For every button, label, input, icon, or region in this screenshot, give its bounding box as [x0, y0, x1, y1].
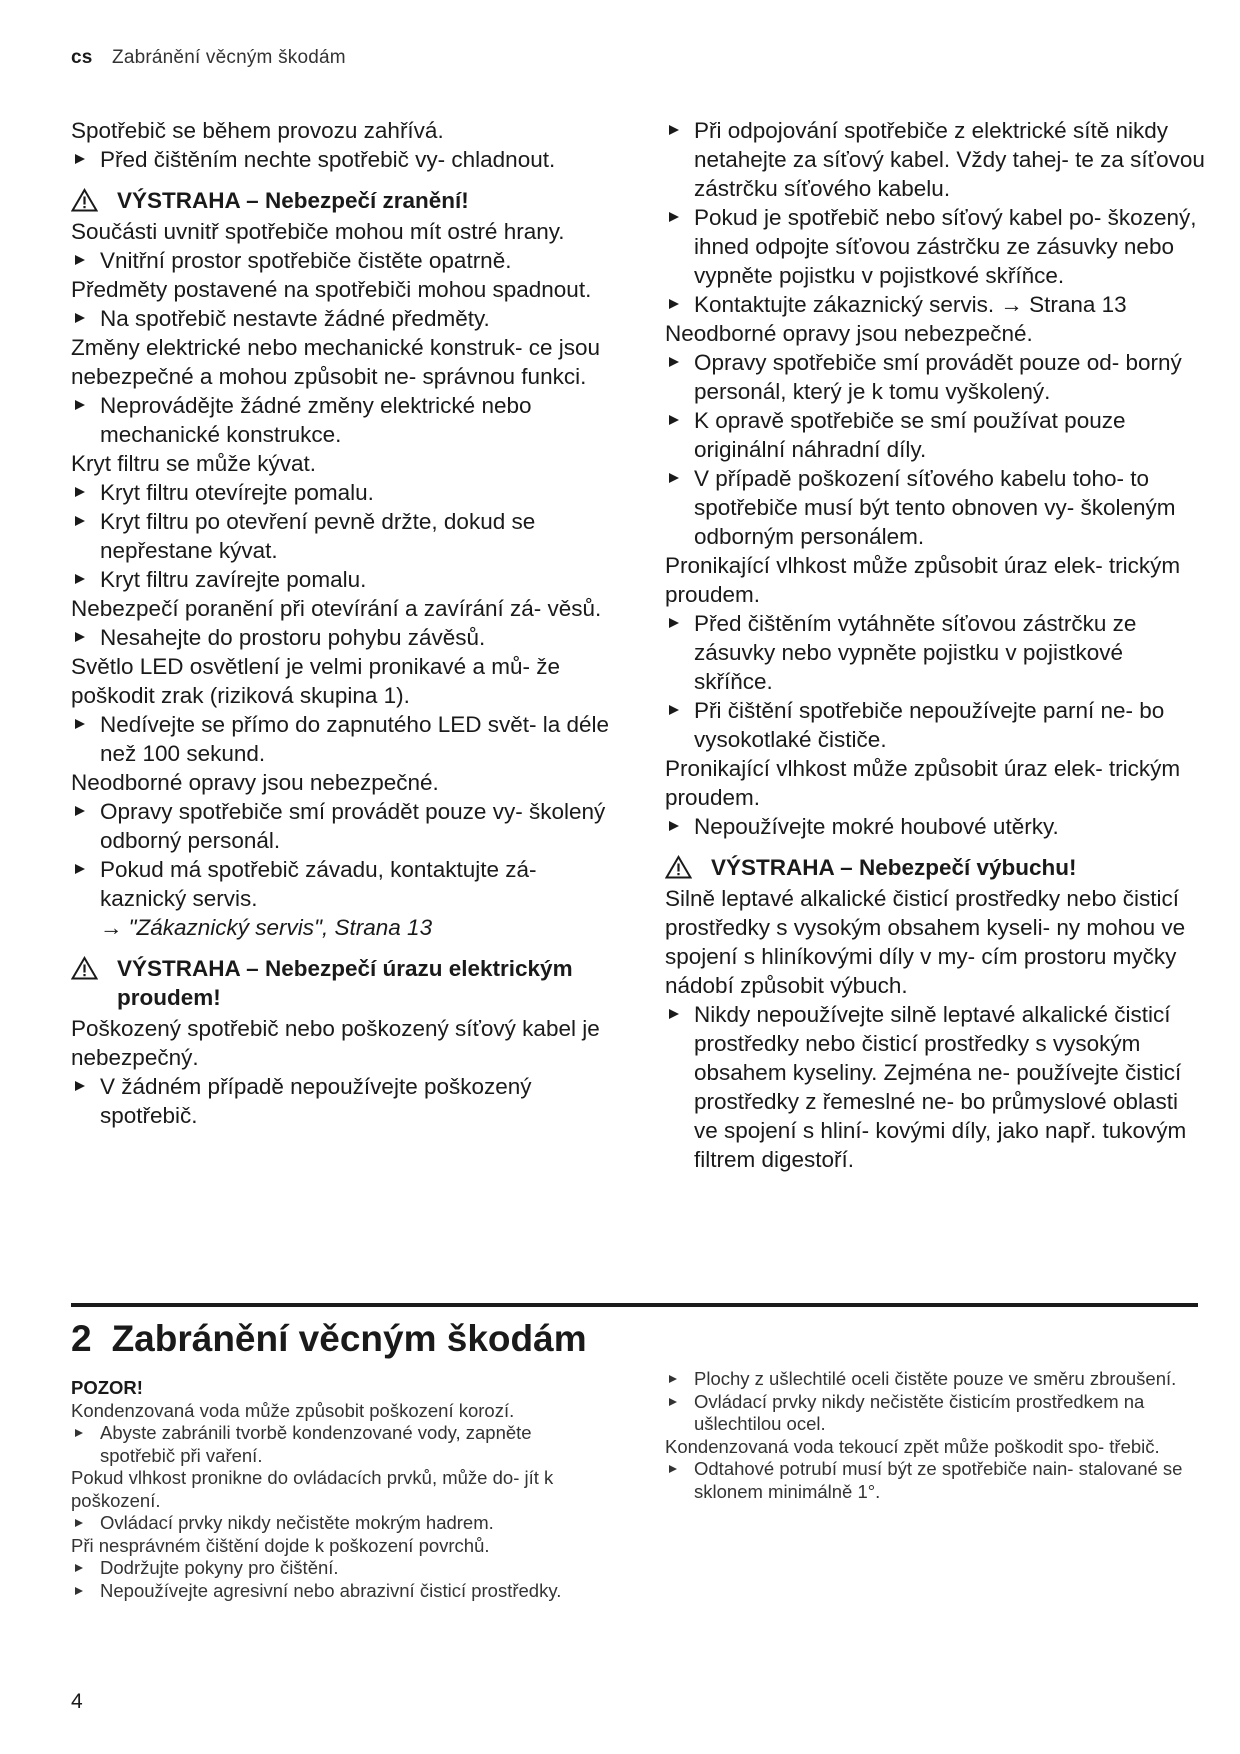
warning-triangle-icon [71, 956, 98, 980]
bullet-item: Neprovádějte žádné změny elektrické nebo mechanické konstrukce. [71, 391, 611, 449]
bullet-item: Na spotřebič nestavte žádné předměty. [71, 304, 611, 333]
warning-heading: VÝSTRAHA – Nebezpečí úrazu elektrickým proudem! [71, 954, 611, 1012]
bullet-item: Nesahejte do prostoru pohybu závěsů. [71, 623, 611, 652]
bullet-item: Pokud je spotřebič nebo síťový kabel po- škozený, ihned odpojte síťovou zástrčku ze zásuvky nebo vypněte pojistku v pojistkové skříňce. [665, 203, 1205, 290]
bullet-item: Nedívejte se přímo do zapnutého LED svět- la déle než 100 sekund. [71, 710, 611, 768]
caution-label: POZOR! [71, 1377, 143, 1398]
page-number: 4 [71, 1690, 83, 1713]
bullet-item: Kontaktujte zákaznický servis. → Strana 13 [665, 290, 1205, 319]
paragraph: Spotřebič se během provozu zahřívá. [71, 118, 444, 143]
arrow-right-icon: → [100, 915, 123, 940]
bullet-item: Kryt filtru po otevření pevně držte, dokud se nepřestane kývat. [71, 507, 611, 565]
bullet-item: Nepoužívejte mokré houbové utěrky. [665, 812, 1205, 841]
bullet-item: Vnitřní prostor spotřebiče čistěte opatrně. [71, 246, 611, 275]
paragraph: Neodborné opravy jsou nebezpečné. [665, 321, 1033, 346]
paragraph: Při nesprávném čištění dojde k poškození povrchů. [71, 1534, 490, 1556]
bullet-item: Opravy spotřebiče smí provádět pouze od- borný personál, který je k tomu vyškolený. [665, 348, 1205, 406]
bullet-item: Odtahové potrubí musí být ze spotřebiče nain- stalované se sklonem minimálně 1°. [665, 1458, 1205, 1503]
warning-triangle-icon [665, 855, 692, 879]
warning-heading: VÝSTRAHA – Nebezpečí zranění! [71, 186, 611, 215]
language-code: cs [71, 47, 93, 68]
right-column [665, 116, 1205, 1174]
paragraph: Předměty postavené na spotřebiči mohou spadnout. [71, 277, 592, 302]
paragraph: Kondenzovaná voda tekoucí zpět může poškodit spo- třebič. [665, 1435, 1160, 1457]
bullet-item: Ovládací prvky nikdy nečistěte čisticím prostředkem na ušlechtilou ocel. [665, 1391, 1205, 1436]
bullet-item: Pokud má spotřebič závadu, kontaktujte zá- kaznický servis. [71, 855, 611, 913]
bullet-item: Před čištěním vytáhněte síťovou zástrčku ze zásuvky nebo vypněte pojistku v pojistkové skříňce. [665, 609, 1205, 696]
paragraph: Světlo LED osvětlení je velmi pronikavé a mů- že poškodit zrak (riziková skupina 1). [71, 654, 560, 708]
bullet-item: Při odpojování spotřebiče z elektrické sítě nikdy netahejte za síťový kabel. Vždy tahej- te za síťovou zástrčku síťového kabelu. [665, 116, 1205, 203]
paragraph: Poškozený spotřebič nebo poškozený síťový kabel je nebezpečný. [71, 1016, 600, 1070]
bullet-item: Nepoužívejte agresivní nebo abrazivní čisticí prostředky. [71, 1580, 611, 1603]
paragraph: Kryt filtru se může kývat. [71, 451, 317, 476]
left-column [71, 116, 611, 1130]
paragraph: Nebezpečí poranění při otevírání a zavírání zá- věsů. [71, 596, 602, 621]
paragraph: Pronikající vlhkost může způsobit úraz elek- trickým proudem. [665, 756, 1181, 810]
header-title: Zabránění věcným škodám [112, 47, 346, 68]
paragraph: Změny elektrické nebo mechanické konstruk- ce jsou nebezpečné a mohou způsobit ne- správnou funkci. [71, 335, 600, 389]
bullet-item: Plochy z ušlechtilé oceli čistěte pouze ve směru zbroušení. [665, 1368, 1205, 1391]
bullet-item: V případě poškození síťového kabelu toho- to spotřebiče musí být tento obnoven vy- školeným odborným personálem. [665, 464, 1205, 551]
bullet-item: Abyste zabránili tvorbě kondenzované vody, zapněte spotřebič při vaření. [71, 1422, 611, 1467]
bullet-item: K opravě spotřebiče se smí používat pouze originální náhradní díly. [665, 406, 1205, 464]
paragraph: Součásti uvnitř spotřebiče mohou mít ostré hrany. [71, 219, 565, 244]
bullet-item: Nikdy nepoužívejte silně leptavé alkalické čisticí prostředky nebo čisticí prostředky s vysokým obsahem kyseliny. Zejména ne- používejte čisticí prostředky z řemeslné ne- bo průmyslové oblasti ve spojení s hliní- kovými díly, jako např. tukovým filtrem digestoří. [665, 1000, 1205, 1174]
section-left-column [71, 1377, 611, 1602]
section-divider [71, 1303, 1198, 1307]
paragraph: Pronikající vlhkost může způsobit úraz elek- trickým proudem. [665, 553, 1181, 607]
cross-reference-link[interactable]: → "Zákaznický servis", Strana 13 [100, 915, 433, 940]
warning-triangle-icon [71, 188, 98, 212]
section-right-column [665, 1368, 1205, 1503]
bullet-item: Kryt filtru zavírejte pomalu. [71, 565, 611, 594]
paragraph: Pokud vlhkost pronikne do ovládacích prvků, může do- jít k poškození. [71, 1467, 554, 1511]
running-header [71, 47, 346, 69]
bullet-item: Před čištěním nechte spotřebič vy- chladnout. [71, 145, 611, 174]
bullet-item: Opravy spotřebiče smí provádět pouze vy- školený odborný personál. [71, 797, 611, 855]
paragraph: Silně leptavé alkalické čisticí prostředky nebo čisticí prostředky s vysokým obsahem kyseli- ny mohou ve spojení s hliníkovými díly v my- cím prostoru myčky nádobí způsobit výbuch. [665, 886, 1186, 998]
warning-heading: VÝSTRAHA – Nebezpečí výbuchu! [665, 853, 1205, 882]
section-heading: 2 Zabránění věcným škodám [71, 1318, 587, 1359]
paragraph: Neodborné opravy jsou nebezpečné. [71, 770, 439, 795]
bullet-item: Ovládací prvky nikdy nečistěte mokrým hadrem. [71, 1512, 611, 1535]
bullet-item: Dodržujte pokyny pro čištění. [71, 1557, 611, 1580]
bullet-item: V žádném případě nepoužívejte poškozený spotřebič. [71, 1072, 611, 1130]
paragraph: Kondenzovaná voda může způsobit poškození korozí. [71, 1399, 515, 1421]
bullet-item: Kryt filtru otevírejte pomalu. [71, 478, 611, 507]
bullet-item: Při čištění spotřebiče nepoužívejte parní ne- bo vysokotlaké čističe. [665, 696, 1205, 754]
